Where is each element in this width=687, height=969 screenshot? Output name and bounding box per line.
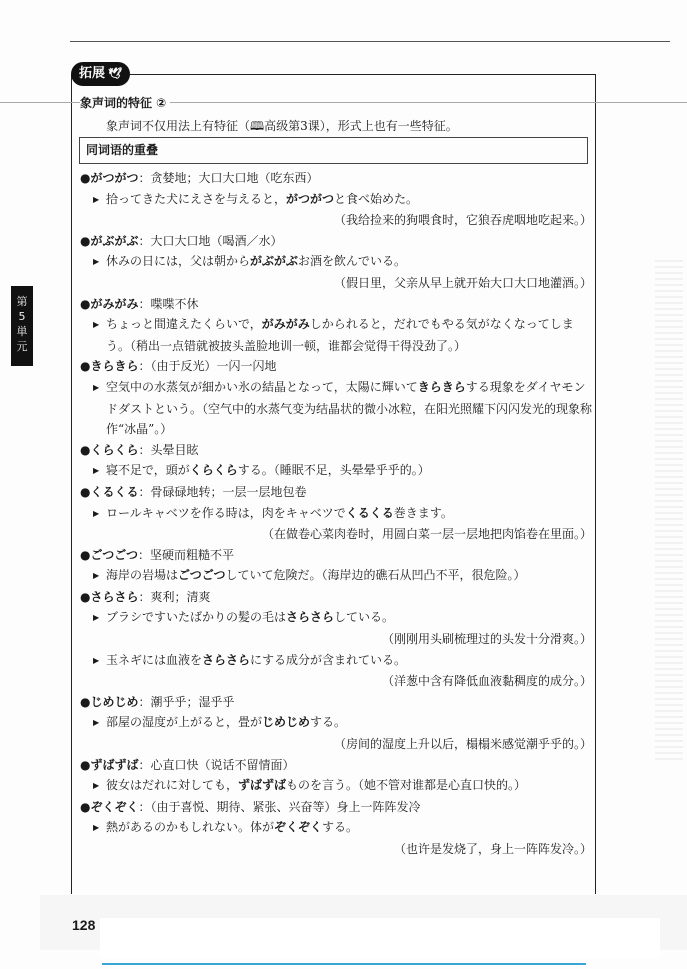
entry-heading bbox=[80, 440, 592, 461]
example-sentence bbox=[80, 503, 592, 525]
example-pre: 寝不足で，頭が bbox=[106, 463, 190, 478]
side-tab-char: 元 bbox=[16, 340, 28, 353]
example-post: している。 bbox=[334, 610, 395, 625]
entry-heading bbox=[80, 294, 592, 315]
bullet-icon: ● bbox=[80, 296, 91, 311]
extension-badge bbox=[71, 62, 130, 86]
bullet-icon: ● bbox=[80, 547, 91, 562]
example-pre: 部屋の湿度が上がると，畳が bbox=[106, 715, 263, 730]
entry-heading bbox=[80, 692, 592, 713]
triangle-bullet-icon: ▶ bbox=[93, 257, 100, 267]
example-translation: （洋葱中含有降低血液黏稠度的成分。） bbox=[381, 674, 592, 689]
example-keyword: がぶがぶ bbox=[250, 254, 299, 269]
entry-heading bbox=[80, 545, 592, 566]
example-post: する。 bbox=[310, 715, 347, 730]
entry-meaning: ：心直口快（说话不留情面） bbox=[138, 757, 295, 772]
example-translation: （在做卷心菜肉卷时，用圆白菜一层一层地把肉馅卷在里面。） bbox=[261, 527, 592, 542]
unit-side-tab bbox=[11, 286, 33, 366]
example-post: ものを言う。（她不管对谁都是心直口快的。） bbox=[286, 778, 527, 793]
triangle-bullet-icon: ▶ bbox=[93, 508, 100, 518]
example-keyword: くるくる bbox=[345, 505, 394, 520]
example-pre: ロールキャベツを作る時は，肉をキャベツで bbox=[106, 505, 346, 520]
subheading-box: 同词语的重叠 bbox=[79, 137, 588, 164]
entry-meaning: ：（由于反光）一闪一闪地 bbox=[138, 359, 277, 374]
bullet-icon: ● bbox=[80, 799, 91, 814]
example-keyword: くらくら bbox=[189, 463, 238, 478]
example-sentence bbox=[80, 189, 592, 211]
example-post: する。（睡眠不足，头晕晕乎乎的。） bbox=[237, 463, 430, 478]
side-tab-char: 5 bbox=[18, 310, 26, 323]
side-tab-char: 単 bbox=[16, 325, 28, 338]
triangle-bullet-icon: ▶ bbox=[93, 781, 100, 791]
example-sentence bbox=[80, 712, 592, 734]
bullet-icon: ● bbox=[80, 694, 91, 709]
page-number: 128 bbox=[72, 917, 96, 933]
onomatopoeia-word: ごつごつ bbox=[90, 547, 139, 562]
example-pre: 熱があるのかもしれない。体が bbox=[106, 820, 275, 835]
example-post: 巻きます。 bbox=[393, 505, 453, 520]
entry-meaning: ：贪婪地；大口大口地（吃东西） bbox=[138, 171, 319, 185]
scan-bottom-white bbox=[100, 918, 660, 958]
section-intro: 象声词不仅用法上有特征（🕮高级第3课），形式上也有一些特征。 bbox=[106, 119, 458, 133]
example-sentence bbox=[80, 314, 592, 356]
example-keyword: がみがみ bbox=[261, 317, 310, 332]
entry-heading bbox=[80, 231, 592, 252]
triangle-bullet-icon: ▶ bbox=[93, 194, 100, 204]
example-pre: ブラシですいたばかりの髪の毛は bbox=[106, 610, 287, 625]
example-post: する。 bbox=[322, 820, 359, 835]
example-post: する現象をダイヤモンドダストという。（空气中的水蒸气变为结晶状的微小冰粒，在阳光照耀下闪闪发光的现象称作“冰晶”。） bbox=[106, 379, 593, 437]
example-pre: 彼女はだれに対しても， bbox=[106, 778, 239, 793]
badge-label: 拓展 bbox=[79, 66, 106, 81]
example-pre: 玉ネギには血液を bbox=[106, 652, 203, 667]
example-pre: 海岸の岩場は bbox=[106, 568, 179, 583]
bullet-icon: ● bbox=[80, 359, 91, 374]
example-sentence bbox=[80, 775, 592, 797]
entry-list bbox=[80, 168, 592, 860]
example-translation: （刚刚用头刷梳理过的头发十分滑爽。） bbox=[381, 632, 592, 647]
example-keyword: じめじめ bbox=[262, 715, 311, 730]
entry-meaning: ：大口大口地（喝酒／水） bbox=[138, 233, 283, 248]
example-translation: （我给捡来的狗喂食时，它狼吞虎咽地吃起来。） bbox=[333, 213, 592, 228]
bullet-icon: ● bbox=[80, 589, 91, 604]
example-post: と食べ始めた。 bbox=[334, 191, 419, 206]
bullet-icon: ● bbox=[80, 757, 91, 772]
entry-meaning: ：喋喋不休 bbox=[138, 296, 199, 311]
example-sentence bbox=[80, 377, 592, 440]
entry-heading bbox=[80, 482, 592, 503]
example-pre: 拾ってきた犬にえさを与えると， bbox=[106, 191, 287, 206]
entry-heading bbox=[80, 168, 592, 189]
example-post: しかられると，だれでもやる気がなくなってしまう。（稍出一点错就被披头盖脸地训一顿，谁都会觉得干得没劲了。） bbox=[106, 317, 574, 353]
entry-heading bbox=[80, 797, 592, 818]
example-post: お酒を飲んでいる。 bbox=[298, 254, 407, 269]
example-keyword: ぞくぞく bbox=[274, 820, 323, 835]
example-sentence bbox=[80, 251, 592, 273]
example-sentence bbox=[80, 607, 592, 629]
onomatopoeia-word: くらくら bbox=[90, 442, 139, 457]
footer-blue-rule bbox=[102, 963, 586, 965]
example-sentence bbox=[80, 650, 592, 672]
bullet-icon: ● bbox=[80, 484, 91, 499]
example-pre: 空気中の水蒸気が細かい氷の結晶となって，太陽に輝いて bbox=[106, 379, 418, 394]
triangle-bullet-icon: ▶ bbox=[93, 613, 100, 623]
bird-icon: 🕊 bbox=[108, 67, 122, 80]
triangle-bullet-icon: ▶ bbox=[93, 320, 100, 330]
bullet-icon: ● bbox=[80, 233, 91, 248]
example-keyword: さらさら bbox=[202, 652, 251, 667]
onomatopoeia-word: きらきら bbox=[90, 359, 139, 374]
onomatopoeia-word: がみがみ bbox=[90, 296, 139, 311]
triangle-bullet-icon: ▶ bbox=[93, 823, 100, 833]
entry-meaning: ：爽利；清爽 bbox=[138, 589, 211, 604]
entry-meaning: ：潮乎乎；湿乎乎 bbox=[138, 694, 235, 709]
entry-meaning: ：坚硬而粗糙不平 bbox=[138, 547, 235, 562]
triangle-bullet-icon: ▶ bbox=[93, 382, 100, 392]
side-tab-char: 第 bbox=[16, 295, 28, 308]
example-sentence bbox=[80, 460, 592, 482]
example-pre: ちょっと間違えたくらいで， bbox=[106, 317, 262, 332]
entry-heading bbox=[80, 356, 592, 377]
example-keyword: ごつごつ bbox=[178, 568, 226, 583]
onomatopoeia-word: くるくる bbox=[90, 484, 139, 499]
example-post: にする成分が含まれている。 bbox=[250, 652, 407, 667]
example-translation: （也许是发烧了，身上一阵阵发冷。） bbox=[393, 842, 592, 856]
triangle-bullet-icon: ▶ bbox=[93, 466, 100, 476]
section-heading: 象声词的特征 ② bbox=[80, 94, 170, 111]
onomatopoeia-word: ぞくぞく bbox=[90, 799, 139, 814]
example-sentence bbox=[80, 817, 592, 839]
triangle-bullet-icon: ▶ bbox=[93, 571, 100, 581]
example-keyword: ずばずば bbox=[238, 778, 287, 793]
example-sentence bbox=[80, 565, 592, 587]
onomatopoeia-word: ずばずば bbox=[90, 757, 139, 772]
example-pre: 休みの日には，父は朝から bbox=[106, 254, 251, 269]
onomatopoeia-word: がぶがぶ bbox=[90, 233, 139, 248]
example-post: していて危険だ。（海岸边的礁石从凹凸不平，很危险。） bbox=[225, 568, 526, 583]
entry-meaning: ：（由于喜悦、期待、紧张、兴奋等）身上一阵阵发冷 bbox=[138, 799, 421, 814]
entry-meaning: ：骨碌碌地转；一层一层地包卷 bbox=[138, 484, 307, 499]
entry-meaning: ：头晕目眩 bbox=[138, 442, 199, 457]
example-translation: （房间的湿度上升以后，榻榻米感觉潮乎乎的。） bbox=[333, 737, 592, 752]
example-keyword: がつがつ bbox=[286, 191, 335, 206]
example-keyword: さらさら bbox=[286, 610, 335, 625]
onomatopoeia-word: がつがつ bbox=[90, 171, 139, 185]
onomatopoeia-word: さらさら bbox=[90, 589, 139, 604]
triangle-bullet-icon: ▶ bbox=[93, 655, 100, 665]
entry-heading bbox=[80, 755, 592, 776]
bullet-icon: ● bbox=[80, 442, 91, 457]
entry-heading bbox=[80, 587, 592, 608]
scan-edge-artifact bbox=[655, 260, 683, 760]
bullet-icon: ● bbox=[80, 171, 91, 185]
triangle-bullet-icon: ▶ bbox=[93, 718, 100, 728]
example-keyword: きらきら bbox=[417, 379, 466, 394]
top-rule bbox=[70, 41, 670, 42]
onomatopoeia-word: じめじめ bbox=[90, 694, 139, 709]
example-translation: （假日里，父亲从早上就开始大口大口地灌酒。） bbox=[333, 275, 592, 290]
